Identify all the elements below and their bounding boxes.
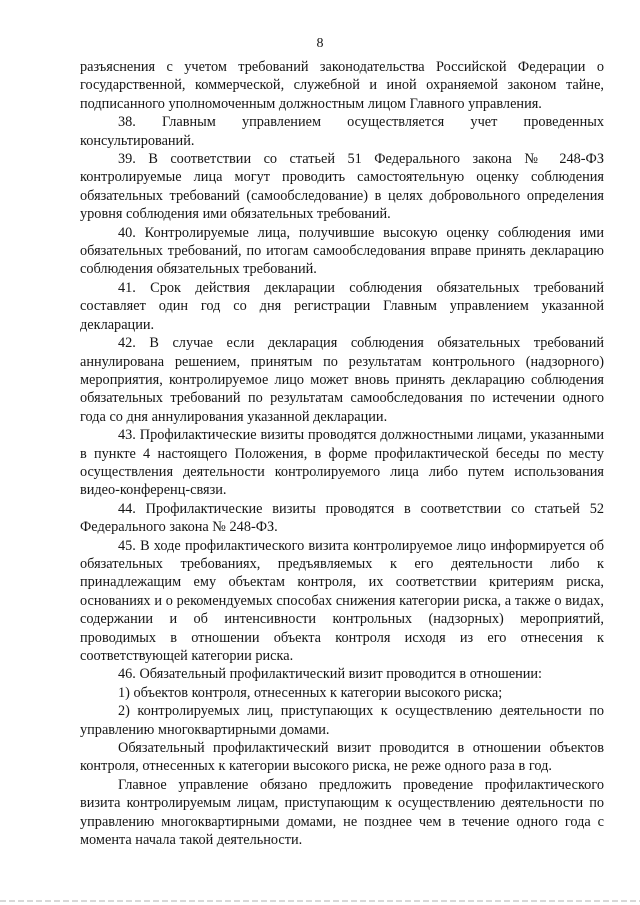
paragraph-43: 43. Профилактические визиты проводятся должностными лицами, указанными в пункте 4 настоящего Положения, в форме профилактической беседы по месту осуществления деятельности контролируемого лица либо путем использования видео-конференц-связи. — [80, 427, 604, 499]
paragraph-45: 45. В ходе профилактического визита контролируемое лицо информируется об обязательных требованиях, предъявляемых к его деятельности либо к принадлежащим ему объектам контроля, их соответствии критериям риска, основаниях и о рекомендуемых способах снижения категории риска, а также о видах, содержании и об интенсивности контрольных (надзорных) мероприятий, проводимых в отношении объекта контроля исходя из его отнесения к соответствующей категории риска. — [80, 537, 604, 664]
paragraph-mandatory-visit: Обязательный профилактический визит проводится в отношении объектов контроля, отнесенных к категории высокого риска, не реже одного раза в год. — [80, 740, 604, 775]
paragraph-continuation: разъяснения с учетом требований законодательства Российской Федерации о государственной, коммерческой, служебной и иной охраняемой законом тайне, подписанного уполномоченным должностным лицом Главного управления. — [80, 59, 604, 112]
scan-edge-line — [0, 900, 640, 902]
paragraph-44: 44. Профилактические визиты проводятся в соответствии со статьей 52 Федерального закона № 248-ФЗ. — [80, 500, 604, 536]
paragraph-41: 41. Срок действия декларации соблюдения обязательных требований составляет один год со дня регистрации Главным управлением указанной декларации. — [80, 279, 604, 333]
paragraph-39: 39. В соответствии со статьей 51 Федерального закона № 248-ФЗ контролируемые лица могут проводить самостоятельную оценку соблюдения обязательных требований (самообследование) в целях добровольного определения уровня соблюдения ими обязательных требований. — [80, 151, 604, 223]
paragraph-38: 38. Главным управлением осуществляется учет проведенных консультирований. — [80, 114, 604, 149]
paragraph-46-item-2: 2) контролируемых лиц, приступающих к осуществлению деятельности по управлению многоквартирными домами. — [80, 703, 604, 738]
paragraph-42: 42. В случае если декларация соблюдения обязательных требований аннулирована решением, принятым по результатам контрольного (надзорного) мероприятия, контролируемое лицо может вновь принять декларацию соблюдения обязательных требований по результатам самообследования по истечении одного года со дня аннулирования указанной декларации. — [80, 335, 604, 425]
page-number: 8 — [316, 36, 324, 51]
paragraph-40: 40. Контролируемые лица, получившие высокую оценку соблюдения ими обязательных требований, по итогам самообследования вправе принять декларацию соблюдения обязательных требований. — [80, 224, 604, 278]
paragraph-46: 46. Обязательный профилактический визит проводится в отношении: — [118, 666, 542, 683]
paragraph-46-item-1: 1) объектов контроля, отнесенных к категории высокого риска; — [118, 684, 503, 701]
paragraph-main-directorate-obligation: Главное управление обязано предложить проведение профилактического визита контролируемым лицам, приступающим к осуществлению деятельности по управлению многоквартирными домами, не позднее чем в течение одного года с момента начала такой деятельности. — [80, 776, 604, 849]
document-body — [80, 58, 604, 849]
